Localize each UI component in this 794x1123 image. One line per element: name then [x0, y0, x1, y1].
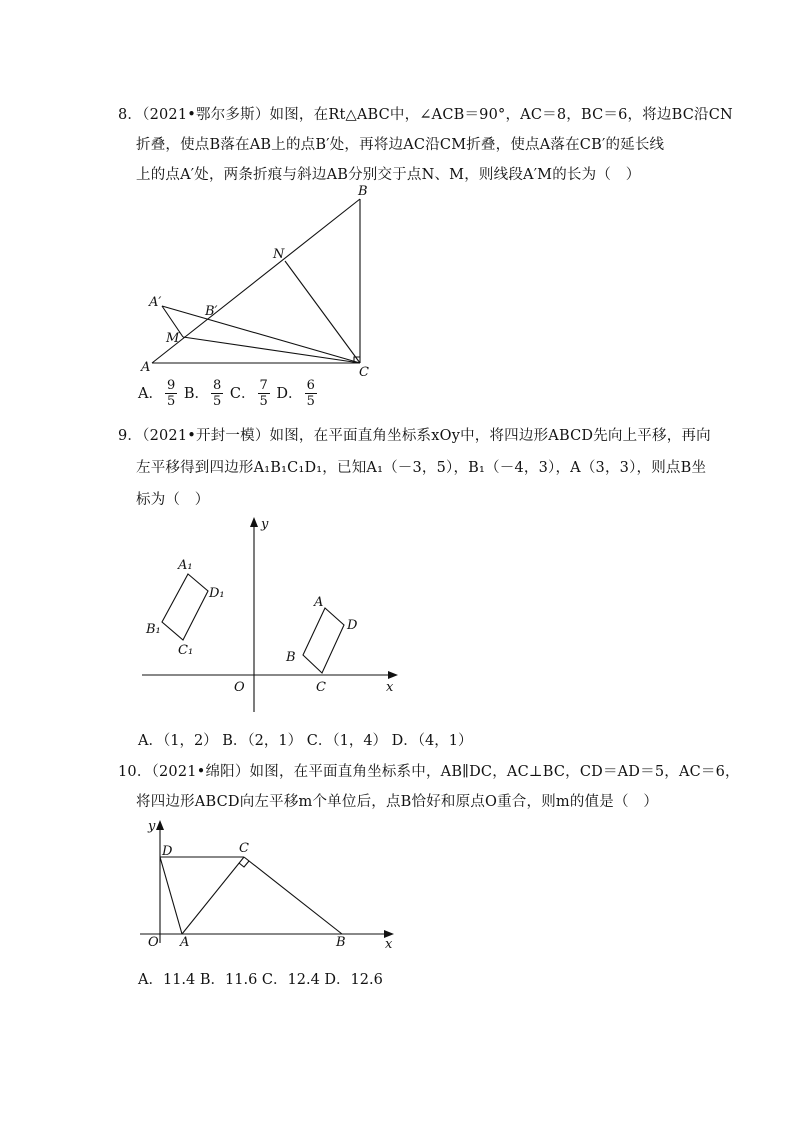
q8-text-line3: 上的点A′处，两条折痕与斜边AB分别交于点N、M，则线段A′M的长为（ ） [136, 167, 641, 183]
q8-option-b-fraction: $\frac{8}{5}$ [213, 378, 222, 409]
q8-label-A-prime: A′ [149, 295, 162, 310]
q9-text-line3: 标为（ ） [136, 492, 210, 508]
q10-label-A: A [180, 935, 190, 950]
q9-label-D: D [347, 618, 358, 633]
q9-label-y: y [261, 517, 269, 532]
q9-options[interactable]: A．（1，2） B．（2，1） C．（1，4） D．（4，1） [138, 733, 473, 749]
q10-label-x: x [385, 937, 393, 952]
q9-text-line1: 9．（2021•开封一模）如图，在平面直角坐标系xOy中，将四边形ABCD先向上平移，再向 [118, 428, 711, 444]
q8-option-b[interactable]: B． $\frac{8}{5}$ [183, 378, 222, 409]
q9-label-A1: A₁ [178, 558, 193, 573]
q8-label-N: N [273, 247, 285, 262]
q9-text-line2: 左平移得到四边形A₁B₁C₁D₁，已知A₁（－3，5），B₁（－4，3），A（3，3），则点B坐 [136, 460, 707, 476]
q10-label-B: B [336, 935, 346, 950]
q10-text-line1: 10．（2021•绵阳）如图，在平面直角坐标系中，AB∥DC，AC⊥BC，CD＝AD＝5，AC＝6， [118, 764, 740, 780]
q10-label-O: O [148, 935, 159, 950]
q8-label-C: C [359, 365, 369, 380]
q10-label-D: D [162, 844, 173, 859]
q9-label-C: C [316, 680, 326, 695]
q8-label-B: B [358, 184, 368, 199]
q8-text-line1: 8．（2021•鄂尔多斯）如图，在Rt△ABC中，∠ACB＝90°，AC＝8，BC＝6，将边BC沿CN [118, 107, 733, 123]
q9-label-D1: D₁ [209, 586, 225, 601]
q10-options[interactable]: A．11.4 B．11.6 C．12.4 D．12.6 [138, 972, 383, 988]
q8-option-c-fraction: $\frac{7}{5}$ [259, 378, 268, 409]
q8-option-a-fraction: $\frac{9}{5}$ [166, 378, 176, 409]
q8-label-A: A [141, 360, 151, 375]
q9-label-A: A [314, 595, 324, 610]
q8-option-d[interactable]: D． $\frac{6}{5}$ [276, 378, 315, 409]
q8-text-line2: 折叠，使点B落在AB上的点B′处，再将边AC沿CM折叠，使点A落在CB′的延长线 [136, 137, 665, 153]
q8-option-a[interactable]: A． $\frac{9}{5}$ [138, 378, 176, 409]
q9-label-O: O [234, 680, 245, 695]
q10-label-C: C [239, 841, 249, 856]
q9-figure [138, 512, 408, 722]
q9-label-x: x [386, 680, 394, 695]
q8-label-M: M [166, 331, 180, 346]
q8-option-c[interactable]: C． $\frac{7}{5}$ [229, 378, 268, 409]
q10-label-y: y [148, 819, 156, 834]
q8-figure [130, 185, 390, 385]
q9-label-C1: C₁ [178, 643, 194, 658]
q9-label-B: B [286, 650, 296, 665]
q10-figure [138, 815, 403, 955]
q8-label-B-prime: B′ [205, 304, 218, 319]
q9-label-B1: B₁ [146, 622, 161, 637]
q10-text-line2: 将四边形ABCD向左平移m个单位后，点B恰好和原点O重合，则m的值是（ ） [136, 794, 659, 810]
q8-option-d-fraction: $\frac{6}{5}$ [306, 378, 315, 409]
q8-options [138, 378, 319, 409]
